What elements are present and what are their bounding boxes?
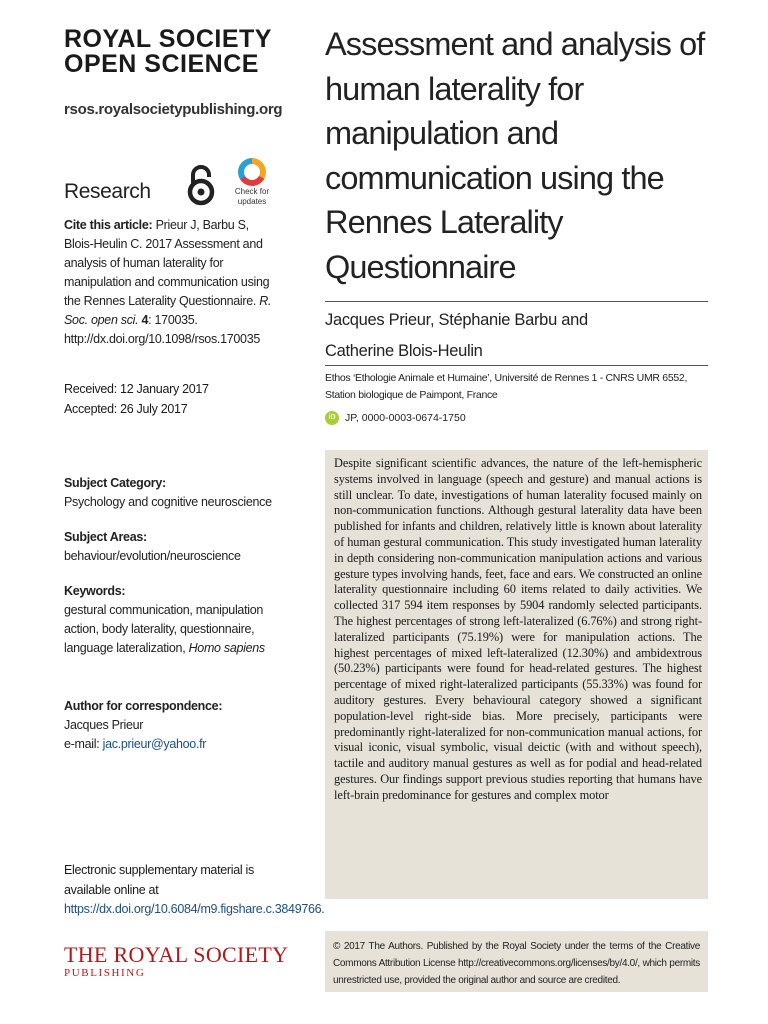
supplementary-material — [64, 861, 325, 920]
journal-name-line2: OPEN SCIENCE — [64, 50, 259, 78]
section-label: Research — [64, 180, 151, 203]
cite-text: Prieur J, Barbu S, Blois-Heulin C. 2017 Assessment and analysis of human laterality for manipulation and communication using the Rennes Laterality Questionnaire. — [64, 218, 270, 308]
cite-label: Cite this article: — [64, 218, 153, 232]
esm-text: Electronic supplementary material is available online at — [64, 863, 254, 897]
orcid[interactable] — [325, 411, 466, 425]
email-link[interactable]: jac.prieur@yahoo.fr — [102, 737, 207, 751]
correspondence — [64, 697, 294, 754]
correspondence-label: Author for correspondence: — [64, 699, 223, 713]
affiliation-line2: Station biologique de Paimpont, France — [325, 389, 498, 401]
bookmark-icon — [238, 158, 266, 186]
cite-journal: R. Soc. open sci. — [64, 294, 272, 327]
cite-article: : 170035. — [148, 313, 198, 327]
subject-areas — [64, 528, 294, 566]
check-updates-line2: updates — [237, 197, 267, 206]
abstract-text: Despite significant scientific advances, the nature of the left-hemispheric systems involved in language (speech and gesture) and manual actions is still unclear. To date, investigations of human laterality focused mainly on non-communication functions. Although gestural laterality data have been published for infants and children, relatively little is known about laterality of human gestural communication. This study investigated human laterality in depth considering non-communication manipulation actions and various gesture types involving hands, feet, face and ears. We constructed an online laterality questionnaire including 60 items related to daily activities. We collected 317 594 item responses by 5904 randomly selected participants. The highest percentages of strong left-lateralized (6.76%) and strong right-lateralized participants (75.19%) were for manipulation actions. The highest percentages of mixed left-lateralized (12.30%) and ambidextrous (50.23%) participants were found for head-related gestures. The highest percentage of mixed right-lateralized participants (55.33%) was found for auditory gestures. Every behavioural category showed a significant population-level right-side bias. More precisely, participants were predominantly right-lateralized for non-communication manual actions, for visual iconic, visual symbolic, visual deictic (with and without speech), tactile and auditory manual gestures as well as for podial and head-related gestures. Our findings support previous studies reporting that humans have left-brain predominance for gestures and complex motor — [334, 456, 702, 802]
subject-areas-value: behaviour/evolution/neuroscience — [64, 549, 241, 563]
article-title: Assessment and analysis of human laterality for manipulation and communication using the Rennes Laterality Questionnaire — [325, 26, 705, 285]
subject-category — [64, 474, 294, 512]
citation — [64, 216, 279, 349]
abstract-box — [325, 450, 708, 899]
subject-category-label: Subject Category: — [64, 476, 166, 490]
divider-top — [325, 301, 708, 302]
cite-doi[interactable]: http://dx.doi.org/10.1098/rsos.170035 — [64, 332, 260, 346]
accepted-date: Accepted: 26 July 2017 — [64, 402, 188, 416]
affiliation-line1: Ethos ‘Ethologie Animale et Humaine’, Université de Rennes 1 - CNRS UMR 6552, — [325, 372, 688, 384]
authors-line1: Jacques Prieur, Stéphanie Barbu and — [325, 311, 588, 329]
journal-name — [64, 27, 272, 77]
keywords-label: Keywords: — [64, 584, 126, 598]
subject-areas-label: Subject Areas: — [64, 530, 147, 544]
publisher-line1: THE ROYAL SOCIETY — [64, 942, 289, 967]
license-text: © 2017 The Authors. Published by the Royal Society under the terms of the Creative Commons Attribution License http://creativecommons.org/licenses/by/4.0/, which permits unrestricted use, provided the original author and source are credited. — [333, 941, 700, 986]
publisher-line2: PUBLISHING — [64, 967, 146, 979]
journal-url[interactable]: rsos.royalsocietypublishing.org — [64, 101, 283, 118]
email-label: e-mail: — [64, 737, 100, 751]
publisher-logo — [64, 944, 288, 979]
keywords — [64, 582, 279, 658]
keywords-value: gestural communication, manipulation action, body laterality, questionnaire, language lateralization, — [64, 603, 264, 655]
authors-line2: Catherine Blois-Heulin — [325, 342, 483, 360]
orcid-text: JP, 0000-0003-0674-1750 — [345, 412, 466, 424]
orcid-icon: iD — [325, 411, 339, 425]
correspondence-name: Jacques Prieur — [64, 718, 144, 732]
journal-name-line1: ROYAL SOCIETY — [64, 25, 272, 53]
cite-volume: 4 — [141, 313, 149, 327]
check-for-updates-badge[interactable] — [232, 158, 272, 206]
received-date: Received: 12 January 2017 — [64, 382, 209, 396]
open-access-icon — [186, 163, 216, 207]
dates — [64, 379, 209, 419]
keywords-italic: Homo sapiens — [188, 641, 265, 655]
license-box — [325, 931, 708, 992]
subject-category-value: Psychology and cognitive neuroscience — [64, 495, 272, 509]
esm-link[interactable]: https://dx.doi.org/10.6084/m9.figshare.c.3849766. — [64, 902, 325, 916]
check-updates-line1: Check for — [234, 187, 270, 196]
divider-bottom — [325, 365, 708, 366]
authors — [325, 305, 708, 367]
affiliation — [325, 370, 708, 404]
